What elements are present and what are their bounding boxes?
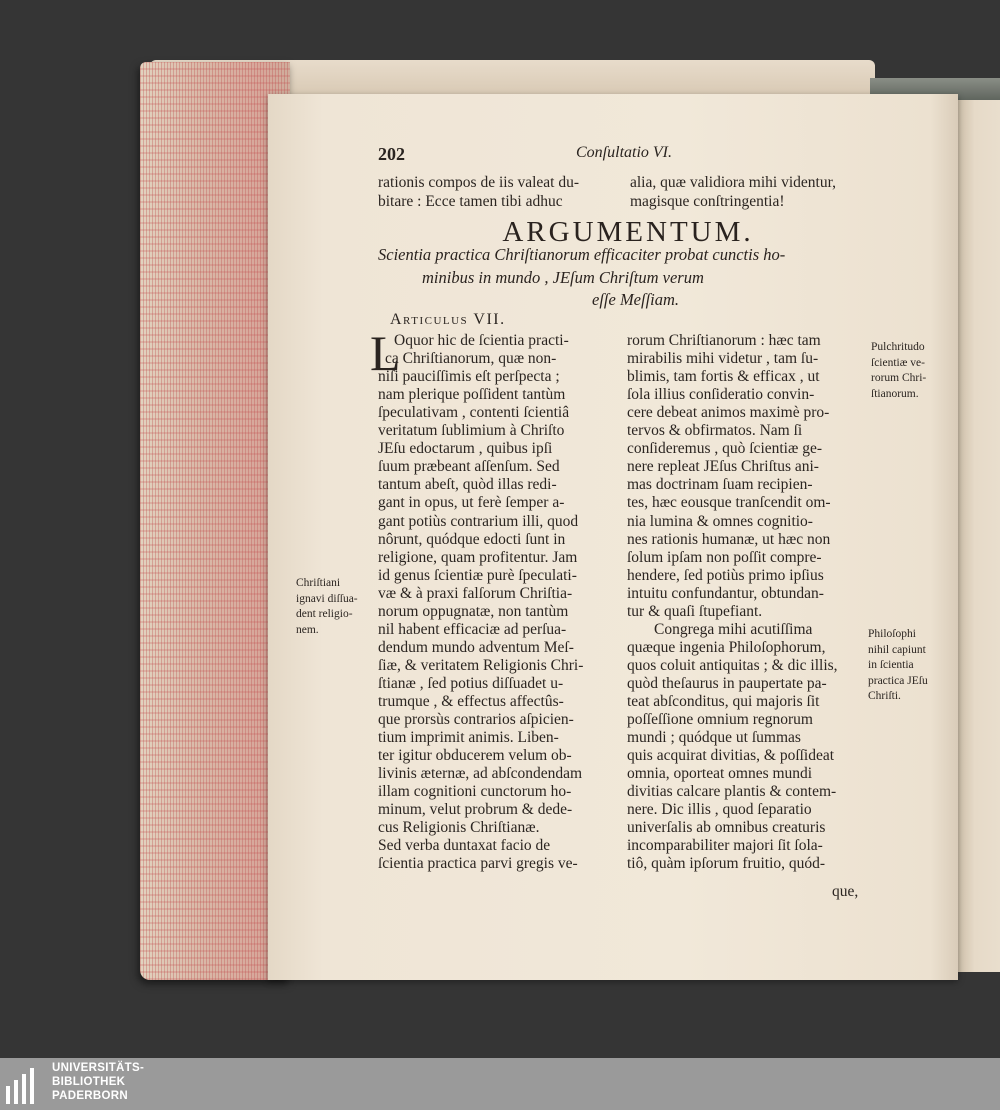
text-line: gant potiùs contrarium illi, quod: [378, 512, 579, 530]
text-line: id genus ſcientiæ purè ſpeculati-: [378, 566, 577, 584]
text-line: que prorsùs contrarios aſpicien-: [378, 711, 574, 729]
text-line: magisque conſtringentia!: [630, 193, 785, 210]
text-line: hendere, ſed potiùs primo ipſius: [627, 566, 824, 584]
library-name-line: UNIVERSITÄTS-: [52, 1062, 145, 1074]
text-line: ſiæ, & veritatem Religionis Chri-: [378, 656, 584, 674]
library-name-line: BIBLIOTHEK: [52, 1076, 126, 1088]
margin-note-line: Chriſti.: [868, 690, 901, 703]
text-line: intuitu confundantur, obtundan-: [627, 584, 824, 602]
text-line: illam cognitioni cunctorum ho-: [378, 783, 572, 801]
text-line: ſolum ipſam non poſſit compre-: [627, 548, 822, 566]
text-line: conſideremus , quò ſcientiæ ge-: [627, 440, 822, 458]
text-line: JEſu edoctarum , quibus ipſi: [378, 440, 553, 458]
margin-note-line: in ſcientia: [868, 659, 914, 672]
margin-note-left: [296, 576, 358, 638]
text-line: ca Chriſtianorum, quæ non-: [385, 350, 557, 368]
margin-note-line: ignavi diſſua-: [296, 592, 358, 605]
running-header: Conſultatio VI.: [576, 144, 672, 161]
drop-cap: L: [370, 325, 401, 381]
margin-note-line: Pulchritudo: [871, 341, 925, 353]
text-line: rorum Chriſtianorum : hæc tam: [627, 332, 821, 349]
text-line: Congrega mihi acutiſſima: [654, 620, 813, 638]
text-line: trumque , & effectus affectûs-: [378, 693, 564, 710]
text-line: tur & quaſi ſtupefiant.: [627, 602, 763, 620]
text-line: quòd theſaurus in paupertate pa-: [627, 674, 827, 692]
margin-note-line: nihil capiunt: [868, 643, 926, 656]
text-line: tiô, quàm ipſorum fruitio, quód-: [627, 855, 826, 873]
text-line: nôrunt, quódque edocti ſunt in: [378, 530, 566, 548]
text-line: niſi pauciſſimis eſt perſpecta ;: [378, 368, 560, 386]
text-line: incomparabiliter majori ſit ſola-: [627, 837, 823, 855]
text-line: nere repleat JEſus Chriſtus ani-: [627, 458, 819, 476]
margin-note-line: ſtianorum.: [871, 387, 919, 400]
article-heading: Articulus VII.: [390, 311, 506, 328]
text-line: nia lumina & omnes cognitio-: [627, 512, 813, 530]
text-line: bitare : Ecce tamen tibi adhuc: [378, 193, 563, 210]
text-line: tervos & obfirmatos. Nam ſi: [627, 422, 803, 440]
library-footer: [0, 1058, 1000, 1110]
text-line: ſuum præbeant aſſenſum. Sed: [378, 458, 560, 476]
text-line: mirabilis mihi videtur , tam ſu-: [627, 350, 819, 368]
text-line: tantum abeſt, quòd illas redi-: [378, 476, 557, 494]
text-line: poſſeſſione omnium regnorum: [627, 711, 813, 729]
text-line: ſcientia practica parvi gregis ve-: [378, 855, 578, 873]
text-line: religione, quam profitentur. Jam: [378, 548, 578, 566]
text-line: nam plerique poſſident tantùm: [378, 386, 566, 404]
text-line: væ & à praxi falſorum Chriſtia-: [378, 584, 573, 602]
facing-page-edge: [958, 100, 1000, 972]
page-number: 202: [378, 144, 405, 164]
text-line: quæque ingenia Philoſophorum,: [627, 638, 826, 656]
library-name: [52, 1061, 144, 1103]
text-line: ſtianæ , ſed potius diſſuadet u-: [378, 674, 564, 692]
margin-note-line: rorum Chri-: [871, 372, 927, 385]
catchword: que,: [832, 883, 859, 900]
margin-note-right-1: [871, 340, 926, 402]
text-line: norum oppugnatæ, non tantùm: [378, 602, 569, 620]
margin-note-line: practica JEſu: [868, 674, 928, 687]
margin-note-line: ſcientiæ ve-: [871, 356, 925, 369]
text-line: gant in opus, ut ferè ſemper a-: [378, 494, 565, 512]
text-line: mundi ; quódque ut ſummas: [627, 729, 801, 747]
text-line: ter igitur obducerem velum ob-: [378, 747, 572, 765]
library-name-line: PADERBORN: [52, 1090, 128, 1102]
text-line: teat abſconditus, qui majoris ſit: [627, 693, 820, 710]
text-line: tes, hæc eousque tranſcendit om-: [627, 494, 831, 512]
text-line: nere. Dic illis , quod ſeparatio: [627, 801, 812, 819]
margin-note-line: Philoſophi: [868, 628, 916, 640]
text-line: univerſalis ab omnibus creaturis: [627, 819, 826, 837]
chapter-title: ARGUMENTUM.: [502, 216, 754, 248]
subtitle-line: eſſe Meſſiam.: [592, 290, 680, 309]
margin-note-line: dent religio-: [296, 608, 353, 621]
text-line: cere debeat animos maximè pro-: [627, 404, 830, 422]
text-line: tium imprimit animis. Liben-: [378, 729, 559, 747]
text-line: livinis æternæ, ad abſcondendam: [378, 765, 583, 783]
library-logo-icon: [6, 1064, 46, 1104]
text-line: cus Religionis Chriſtianæ.: [378, 819, 540, 837]
text-line: mas doctrinam ſuam recipien-: [627, 476, 813, 494]
text-line: minum, velut probrum & dede-: [378, 801, 573, 819]
text-line: nil habent efficaciæ ad perſua-: [378, 620, 567, 638]
text-line: ſpeculativam , contenti ſcientiâ: [378, 404, 570, 422]
text-line: ſola illius conſideratio convin-: [627, 386, 815, 404]
text-line: nes rationis humanæ, ut hæc non: [627, 530, 831, 548]
subtitle-line: minibus in mundo , JEſum Chriſtum verum: [422, 268, 704, 287]
text-line: alia, quæ validiora mihi videntur,: [630, 174, 837, 191]
text-line: quos coluit antiquitas ; & dic illis,: [627, 656, 838, 674]
text-line: Sed verba duntaxat facio de: [378, 837, 551, 855]
text-line: veritatum ſublimium à Chriſto: [378, 422, 565, 440]
margin-note-line: Chriſtiani: [296, 577, 341, 589]
subtitle-line: Scientia practica Chriſtianorum efficaciter probat cunctis ho-: [378, 245, 786, 264]
margin-note-right-2: [868, 627, 928, 705]
text-line: divitias calcare plantis & contem-: [627, 783, 837, 801]
text-line: omnia, oporteat omnes mundi: [627, 765, 813, 783]
text-line: dendum mundo adventum Meſ-: [378, 638, 574, 656]
text-line: rationis compos de iis valeat du-: [378, 174, 580, 191]
text-line: quis acquirat divitias, & poſſideat: [627, 747, 835, 765]
text-line: blimis, tam fortis & efficax , ut: [627, 368, 820, 386]
margin-note-line: nem.: [296, 623, 319, 636]
text-line: Oquor hic de ſcientia practi-: [394, 332, 569, 349]
